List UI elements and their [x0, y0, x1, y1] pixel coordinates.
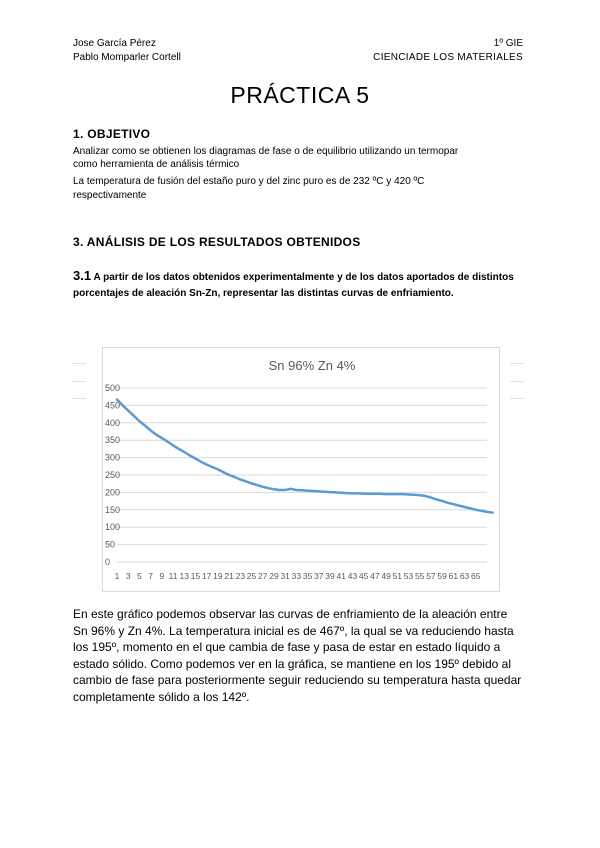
y-tick-label: 400	[105, 417, 121, 428]
x-tick-label: 41	[336, 571, 346, 581]
x-tick-label: 9	[159, 571, 165, 581]
margin-tick	[510, 398, 524, 399]
y-tick-label: 450	[105, 400, 121, 411]
page-title: PRÁCTICA 5	[230, 82, 370, 108]
x-tick-label: 37	[314, 571, 324, 581]
x-tick-label: 7	[148, 571, 154, 581]
x-tick-label: 25	[246, 571, 257, 581]
paragraph-line-1: En este gráfico podemos observar las curvas de enfriamiento de la aleación entre	[73, 607, 508, 621]
section-1-line-1: Analizar como se obtienen los diagramas de fase o de equilibrio utilizando un termopar	[73, 146, 459, 157]
y-tick-label: 500	[105, 383, 121, 393]
chart-frame	[102, 347, 500, 592]
x-tick-label: 49	[381, 571, 391, 581]
x-tick-label: 55	[414, 571, 425, 581]
x-tick-label: 31	[280, 571, 290, 581]
margin-tick	[510, 381, 524, 382]
x-tick-label: 3	[125, 571, 131, 581]
subsection-text: A partir de los datos obtenidos experimentalmente y de los datos aportados de distintos porcentajes de aleación Sn-Zn, representar las distintas curvas de enfriamiento.	[73, 272, 514, 299]
y-tick-label: 200	[105, 487, 121, 498]
x-tick-label: 29	[269, 571, 279, 581]
author-1: Jose García Pérez	[73, 38, 156, 49]
y-tick-label: 250	[105, 470, 121, 480]
x-tick-label: 57	[426, 571, 436, 581]
x-tick-label: 43	[347, 571, 358, 581]
y-tick-label: 350	[105, 435, 121, 446]
subject: CIENCIADE LOS MATERIALES	[373, 52, 523, 63]
paragraph-line-5: cambio de fase para posteriormente seguir reduciendo su temperatura hasta quedar	[73, 673, 522, 687]
x-tick-label: 19	[213, 571, 223, 581]
section-1-line-4: respectivamente	[73, 190, 147, 201]
x-tick-label: 63	[459, 571, 470, 581]
x-tick-label: 5	[137, 571, 142, 581]
analysis-paragraph	[73, 606, 533, 705]
y-tick-label: 100	[105, 522, 121, 533]
paragraph-line-6: completamente sólido a los 142º.	[73, 689, 250, 704]
x-tick-label: 51	[392, 571, 403, 581]
x-tick-label: 21	[224, 571, 234, 581]
y-tick-label: 300	[105, 452, 121, 463]
x-tick-label: 11	[168, 571, 178, 581]
paragraph-line-4: estado sólido. Como podemos ver en la gráfica, se mantiene en los 195º debido al	[73, 656, 511, 671]
x-tick-label: 39	[325, 571, 335, 581]
section-1-line-3: La temperatura de fusión del estaño puro y del zinc puro es de 232 ºC y 420 ºC	[73, 176, 425, 187]
subsection-number: 3.1	[73, 268, 92, 283]
x-tick-label: 27	[258, 571, 268, 581]
x-tick-label: 35	[302, 571, 313, 581]
x-tick-label: 45	[358, 571, 369, 581]
x-tick-label: 17	[201, 571, 212, 581]
margin-tick	[72, 398, 86, 399]
author-2: Pablo Momparler Cortell	[73, 52, 181, 63]
x-tick-label: 13	[179, 571, 190, 581]
x-tick-label: 61	[448, 571, 459, 581]
margin-tick	[510, 363, 524, 364]
x-tick-label: 1	[114, 571, 120, 581]
x-tick-label: 47	[370, 571, 380, 581]
margin-tick	[72, 381, 86, 382]
y-tick-label: 150	[105, 504, 121, 515]
paragraph-line-3: los 195º, momento en el que cambia de fase y pasa de estar en estado líquido a	[73, 640, 501, 654]
y-tick-label: 0	[105, 557, 111, 567]
x-tick-label: 53	[403, 571, 414, 581]
course: 1º GIE	[493, 38, 523, 49]
x-tick-label: 33	[291, 571, 302, 581]
cooling-curve-chart	[103, 348, 499, 591]
x-tick-label: 59	[437, 571, 447, 581]
subsection-3-1	[73, 268, 523, 302]
section-3-heading: 3. ANÁLISIS DE LOS RESULTADOS OBTENIDOS	[73, 235, 361, 249]
section-1-heading: 1. OBJETIVO	[73, 127, 151, 141]
section-1-line-2: como herramienta de análisis térmico	[73, 159, 240, 170]
chart-title: Sn 96% Zn 4%	[268, 358, 356, 373]
margin-tick	[72, 363, 86, 364]
x-tick-label: 23	[235, 571, 246, 581]
x-tick-label: 15	[190, 571, 201, 581]
series-line	[117, 400, 493, 513]
paragraph-line-2: Sn 96% y Zn 4%. La temperatura inicial es de 467º, la qual se va reduciendo hasta	[73, 623, 514, 638]
x-tick-label: 65	[471, 571, 481, 581]
y-tick-label: 50	[105, 539, 116, 550]
